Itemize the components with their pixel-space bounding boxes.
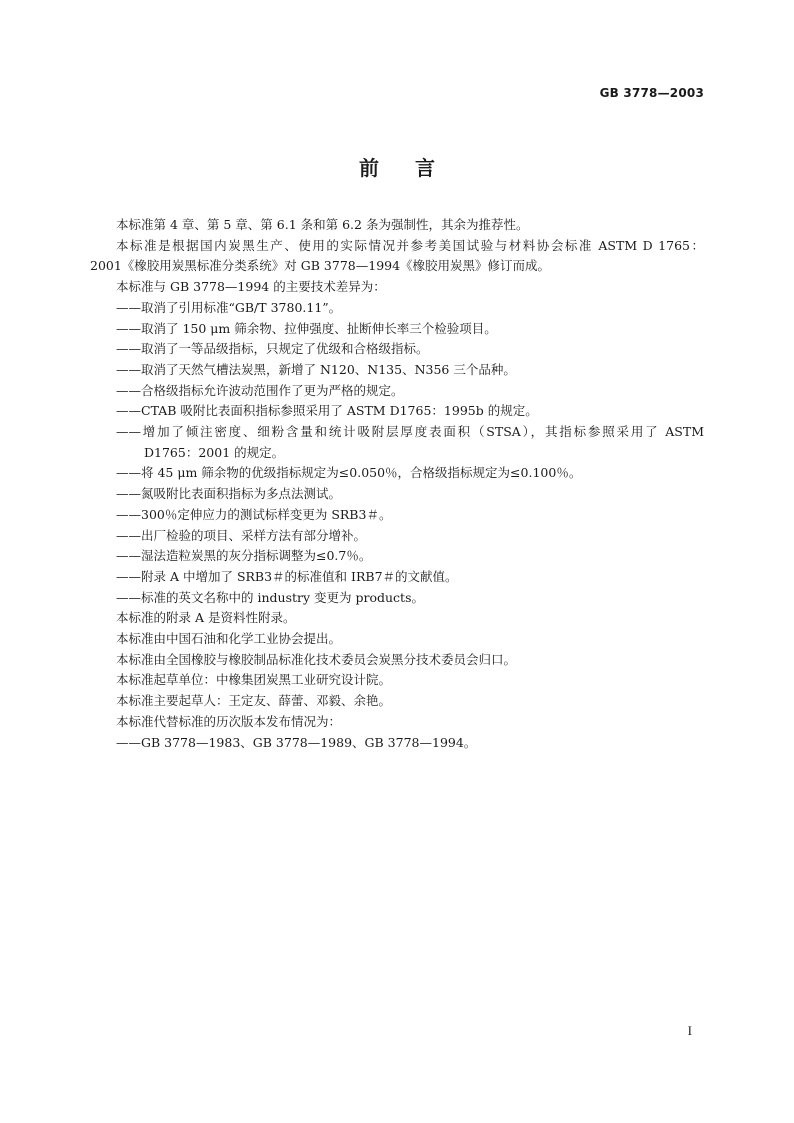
list-item: ——CTAB 吸附比表面积指标参照采用了 ASTM D1765：1995b 的规定。 (116, 403, 538, 419)
paragraph: 本标准由全国橡胶与橡胶制品标准化技术委员会炭黑分技术委员会归口。 (116, 651, 517, 667)
list-item: ——湿法造粒炭黑的灰分指标调整为≤0.7％。 (116, 548, 372, 564)
list-item: ——取消了一等品级指标，只规定了优级和合格级指标。 (116, 341, 429, 357)
paragraph: 本标准是根据国内炭黑生产、使用的实际情况并参考美国试验与材料协会标准 ASTM D 1765： (116, 237, 704, 253)
paragraph: 本标准与 GB 3778—1994 的主要技术差异为： (116, 279, 386, 295)
foreword-body (90, 215, 704, 753)
page-title: 前言 (359, 156, 471, 180)
standard-code: GB 3778—2003 (599, 86, 704, 100)
page-number: I (687, 1023, 692, 1038)
paragraph: 本标准代替标准的历次版本发布情况为： (116, 713, 342, 729)
paragraph: 本标准主要起草人：王定友、薛蕾、邓毅、余艳。 (116, 693, 392, 709)
paragraph: 本标准起草单位：中橡集团炭黑工业研究设计院。 (116, 672, 392, 688)
paragraph-continuation: 2001《橡胶用炭黑标准分类系统》对 GB 3778—1994《橡胶用炭黑》修订而成。 (90, 258, 551, 274)
list-item: ——出厂检验的项目、采样方法有部分增补。 (116, 527, 367, 543)
list-item: ——GB 3778—1983、GB 3778—1989、GB 3778—1994。 (116, 734, 477, 750)
paragraph: 本标准由中国石油和化学工业协会提出。 (116, 631, 342, 647)
list-item: ——合格级指标允许波动范围作了更为严格的规定。 (116, 382, 404, 398)
paragraph: 本标准第 4 章、第 5 章、第 6.1 条和第 6.2 条为强制性，其余为推荐性。 (116, 217, 529, 232)
list-item: ——标准的英文名称中的 industry 变更为 products。 (116, 589, 424, 605)
list-item: ——附录 A 中增加了 SRB3＃的标准值和 IRB7＃的文献值。 (116, 568, 458, 584)
list-item: ——取消了 150 μm 筛余物、拉伸强度、扯断伸长率三个检验项目。 (116, 320, 497, 336)
list-item-continuation: D1765：2001 的规定。 (144, 444, 285, 460)
list-item: ——氮吸附比表面积指标为多点法测试。 (116, 486, 342, 502)
paragraph: 本标准的附录 A 是资料性附录。 (116, 610, 296, 626)
list-item: ——300％定伸应力的测试标样变更为 SRB3＃。 (116, 506, 392, 522)
list-item: ——取消了引用标准“GB/T 3780.11”。 (116, 299, 342, 315)
list-item: ——增加了倾注密度、细粉含量和统计吸附层厚度表面积（STSA），其指标参照采用了 ASTM (116, 424, 704, 440)
list-item: ——取消了天然气槽法炭黑，新增了 N120、N135、N356 三个品种。 (116, 361, 516, 377)
list-item: ——将 45 μm 筛余物的优级指标规定为≤0.050％，合格级指标规定为≤0.100％。 (116, 465, 582, 481)
